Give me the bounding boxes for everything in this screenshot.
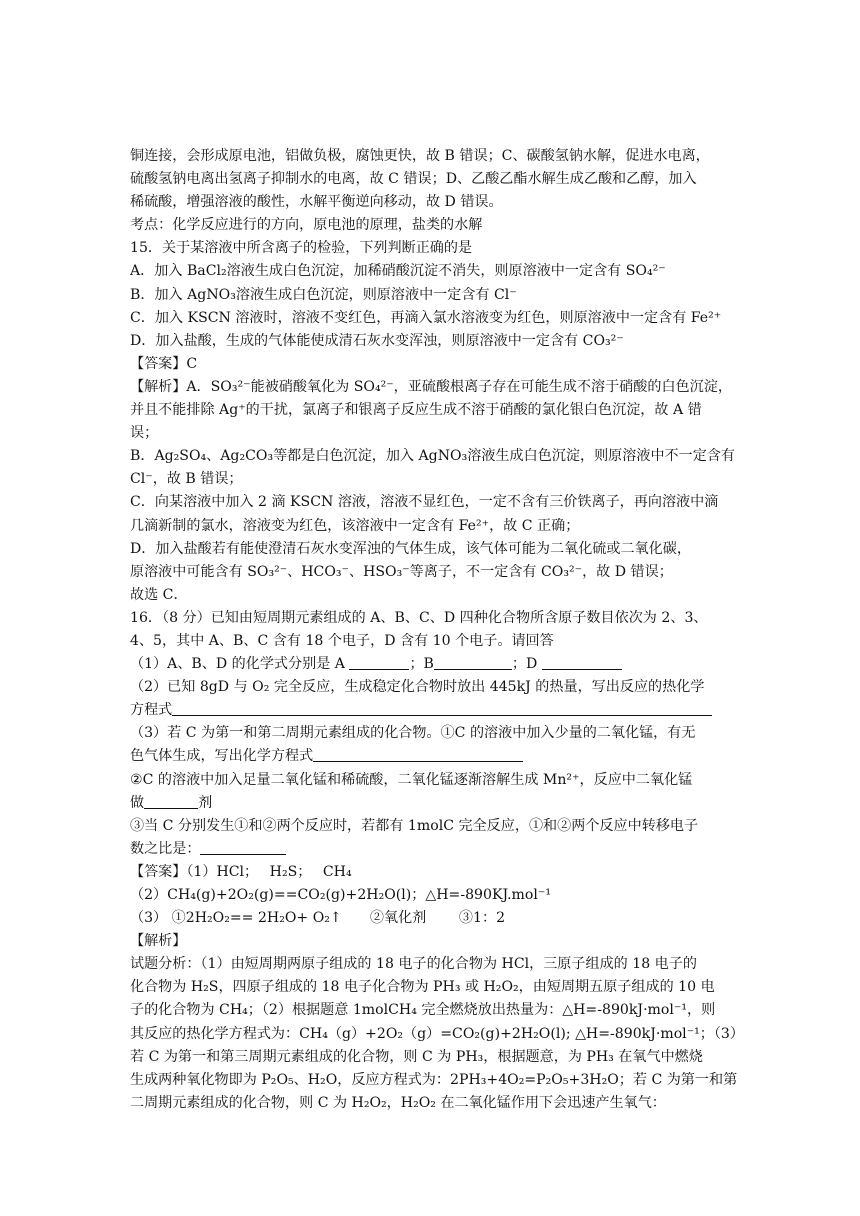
- text-line: 其反应的热化学方程式为：CH₄（g）+2O₂（g）=CO₂(g)+2H₂O(l); △H=-890kJ·mol⁻¹；（3）: [130, 1025, 744, 1042]
- part-2-label: 方程式: [130, 702, 173, 719]
- analysis-heading: 【解析】: [130, 933, 187, 950]
- part-3c-label: 数之比是：: [130, 840, 201, 857]
- question-16-part-3b-line: [130, 792, 736, 815]
- separator-b: ；B: [409, 656, 434, 673]
- text-line: 考点：化学反应进行的方向，原电池的原理，盐类的水解: [130, 217, 483, 234]
- analysis-line: 【解析】A．SO₃²⁻能被硝酸氧化为 SO₄²⁻，亚硫酸根离子存在可能生成不溶于硝酸的白色沉淀，: [130, 378, 732, 395]
- document-body: [130, 145, 744, 1115]
- question-16-part-3-line: [130, 745, 736, 768]
- text-line: 生成两种氧化物即为 P₂O₅、H₂O，反应方程式为：2PH₃+4O₂=P₂O₅+3H₂O；若 C 为第一和第: [130, 1071, 738, 1088]
- part-3b-suffix: 剂: [198, 794, 213, 811]
- text-line: D．加入盐酸若有能使澄清石灰水变浑浊的气体生成，该气体可能为二氧化硫或二氧化碳，: [130, 540, 691, 557]
- text-line: 并且不能排除 Ag⁺的干扰，氯离子和银离子反应生成不溶于硝酸的氯化银白色沉淀，故 A 错: [130, 402, 702, 419]
- answer-blank-role: [144, 793, 198, 809]
- part-3b-label: 做: [130, 794, 145, 811]
- text-line: 若 C 为第一和第三周期元素组成的化合物，则 C 为 PH₃，根据题意，为 PH₃ 在氧气中燃烧: [130, 1048, 703, 1065]
- text-line: 原溶液中可能含有 SO₃²⁻、HCO₃⁻、HSO₃⁻等离子，不一定含有 CO₃²⁻，故 D 错误；: [130, 563, 673, 580]
- text-line: 试题分析：（1）由短周期两原子组成的 18 电子的化合物为 HCl，三原子组成的 18 电子的: [130, 956, 697, 973]
- answer-blank-equation: [172, 700, 712, 716]
- question-16-part-2-line: [130, 699, 736, 722]
- question-16-part-3c-line: [130, 838, 736, 861]
- text-line: Cl⁻，故 B 错误；: [130, 471, 243, 488]
- text-line: ③当 C 分别发生①和②两个反应时，若都有 1molC 完全反应，①和②两个反应中转移电子: [130, 817, 699, 834]
- answer-blank-d: [542, 654, 622, 670]
- answer-line: 【答案】（1）HCl； H₂S； CH₄: [130, 863, 352, 880]
- text-line: （2）CH₄(g)+2O₂(g)==CO₂(g)+2H₂O(l)；△H=-890KJ.mol⁻¹: [130, 887, 552, 903]
- text-line: （3）若 C 为第一和第二周期元素组成的化合物。①C 的溶液中加入少量的二氧化锰，有无: [130, 725, 696, 742]
- text-line: 铜连接，会形成原电池，铝做负极，腐蚀更快，故 B 错误；C、碳酸氢钠水解，促进水电离，: [130, 148, 710, 164]
- text-line: C．向某溶液中加入 2 滴 KSCN 溶液，溶液不显红色，一定不含有三价铁离子，再向溶液中滴: [130, 494, 719, 511]
- text-line: 4、5，其中 A、B、C 含有 18 个电子，D 含有 10 个电子。请回答: [130, 632, 554, 649]
- answer-blank-chemical-equation: [313, 746, 523, 762]
- question-16-part-1: [130, 653, 736, 676]
- text-line: 故选 C．: [130, 586, 188, 603]
- text-line: 二周期元素组成的化合物，则 C 为 H₂O₂，H₂O₂ 在二氧化锰作用下会迅速产生氧气：: [130, 1094, 666, 1111]
- answer-line: 【答案】C: [130, 355, 198, 372]
- option-d: D．加入盐酸，生成的气体能使成清石灰水变浑浊，则原溶液中一定含有 CO₃²⁻: [130, 332, 624, 349]
- text-line: B．Ag₂SO₄、Ag₂CO₃等都是白色沉淀，加入 AgNO₃溶液生成白色沉淀，则原溶液中不一定含有: [130, 448, 736, 465]
- text-line: 几滴新制的氯水，溶液变为红色，该溶液中一定含有 Fe²⁺，故 C 正确；: [130, 517, 580, 534]
- text-line: 硫酸氢钠电离出氢离子抑制水的电离，故 C 错误；D、乙酸乙酯水解生成乙酸和乙醇，加入: [130, 171, 697, 188]
- option-a: A．加入 BaCl₂溶液生成白色沉淀，加稀硝酸沉淀不消失，则原溶液中一定含有 SO₄²⁻: [130, 263, 666, 280]
- question-15-stem: 15．关于某溶液中所含离子的检验，下列判断正确的是: [130, 240, 473, 257]
- text-line: 稀硫酸，增强溶液的酸性，水解平衡逆向移动，故 D 错误。: [130, 194, 503, 211]
- answer-blank-b: [434, 654, 512, 670]
- text-line: ②C 的溶液中加入足量二氧化锰和稀硫酸，二氧化锰逐渐溶解生成 Mn²⁺，反应中二氧化锰: [130, 771, 693, 788]
- separator-d: ；D: [511, 656, 538, 673]
- text-line: 误；: [130, 425, 159, 442]
- text-line: （3） ①2H₂O₂== 2H₂O+ O₂↑ ②氧化剂 ③1：2: [130, 910, 506, 927]
- option-b: B．加入 AgNO₃溶液生成白色沉淀，则原溶液中一定含有 Cl⁻: [130, 286, 517, 303]
- part-3-label: 色气体生成，写出化学方程式: [130, 748, 314, 765]
- answer-blank-ratio: [200, 839, 286, 855]
- text-line: 子的化合物为 CH₄；（2）根据题意 1molCH₄ 完全燃烧放出热量为：△H=-890kJ·mol⁻¹，则: [130, 1002, 716, 1019]
- question-16-stem: 16．（8 分）已知由短周期元素组成的 A、B、C、D 四种化合物所含原子数目依次为 2、3、: [130, 609, 708, 626]
- text-line: （2）已知 8gD 与 O₂ 完全反应，生成稳定化合物时放出 445kJ 的热量，写出反应的热化学: [130, 679, 705, 696]
- answer-blank-a: [349, 654, 409, 670]
- text-line: 化合物为 H₂S，四原子组成的 18 电子化合物为 PH₃ 或 H₂O₂，由短周期五原子组成的 10 电: [130, 979, 715, 996]
- option-c: C．加入 KSCN 溶液时，溶液不变红色，再滴入氯水溶液变为红色，则原溶液中一定含有 Fe²⁺: [130, 309, 722, 326]
- part-1-label: （1）A、B、D 的化学式分别是 A: [130, 656, 345, 673]
